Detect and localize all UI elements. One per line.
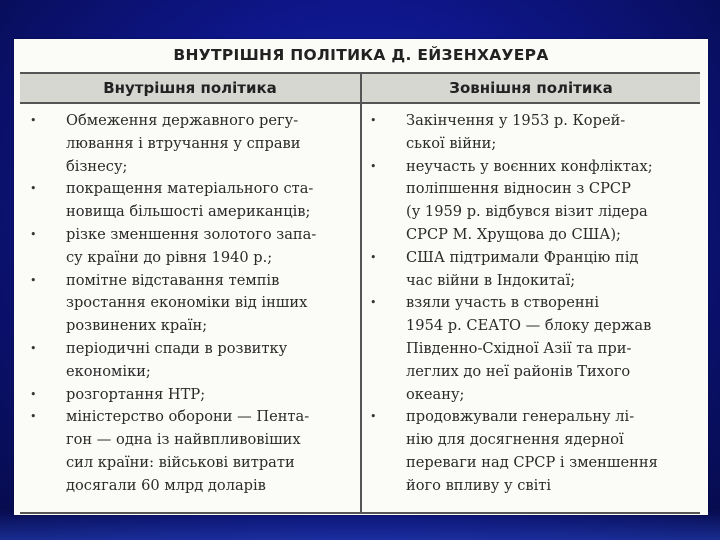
list-item-text: взяли участь в створенні 1954 р. СЕАТО — блоку держав Південно-Східної Азії та при- леглих до неї районів Тихого океану;	[406, 294, 652, 403]
foreign-policy-list	[370, 110, 692, 498]
list-item-text: Обмеження державного регу- лювання і втручання у справи бізнесу;	[66, 112, 301, 175]
scanned-table-image	[14, 39, 708, 515]
list-item	[30, 406, 350, 497]
bullet-icon: •	[30, 182, 37, 196]
header-domestic-policy: Внутрішня політика	[103, 79, 277, 97]
list-item-text: міністерство оборони — Пента- гон — одна із найвпливовіших сил країни: військові витрати досягали 60 млрд доларів	[66, 408, 310, 494]
bullet-icon: •	[30, 227, 37, 241]
list-item-text: помітне відставання темпів зростання економіки від інших розвинених країн;	[66, 271, 308, 335]
list-item-text: різке зменшення золотого запа- су країни до рівня 1940 р.;	[66, 225, 317, 266]
header-foreign-policy: Зовнішня політика	[449, 79, 613, 97]
bullet-icon: •	[30, 341, 37, 355]
list-item-text: продовжували генеральну лі- нію для досягнення ядерної переваги над СРСР і зменшення його впливу у світі	[406, 408, 658, 494]
list-item	[30, 178, 350, 224]
bullet-icon: •	[370, 296, 377, 310]
bullet-icon: •	[30, 410, 37, 424]
list-item-text: США підтримали Францію під час війни в Індокитаї;	[406, 248, 639, 289]
list-item	[30, 338, 350, 384]
list-item-text: покращення матеріального ста- новища більшості американців;	[66, 180, 314, 221]
list-item-text: періодичні спади в розвитку економіки;	[66, 339, 288, 380]
list-item	[30, 110, 350, 178]
list-item-text: Закінчення у 1953 р. Корей- ської війни;	[406, 112, 626, 152]
list-item	[370, 406, 692, 497]
list-item	[370, 247, 692, 293]
list-item	[370, 110, 692, 156]
bullet-icon: •	[30, 114, 37, 127]
domestic-policy-list	[30, 110, 350, 498]
list-item	[30, 270, 350, 338]
document-title: ВНУТРІШНЯ ПОЛІТИКА Д. ЕЙЗЕНХАУЕРА	[173, 46, 549, 64]
list-item-text: неучасть у воєнних конфліктах; поліпшення відносин з СРСР (у 1959 р. відбувся візит лідера СРСР М. Хрущова до США);	[406, 157, 653, 243]
bullet-icon: •	[30, 273, 37, 287]
bullet-icon: •	[370, 250, 377, 264]
column-divider	[360, 74, 362, 512]
bullet-icon: •	[30, 387, 37, 401]
list-item	[30, 384, 350, 407]
list-item	[370, 292, 692, 406]
policy-table	[20, 72, 700, 514]
list-item-text: розгортання НТР;	[66, 385, 206, 403]
bullet-icon: •	[370, 410, 377, 424]
bullet-icon: •	[370, 159, 377, 173]
list-item	[370, 156, 692, 247]
list-item	[30, 224, 350, 270]
bullet-icon: •	[370, 114, 377, 127]
